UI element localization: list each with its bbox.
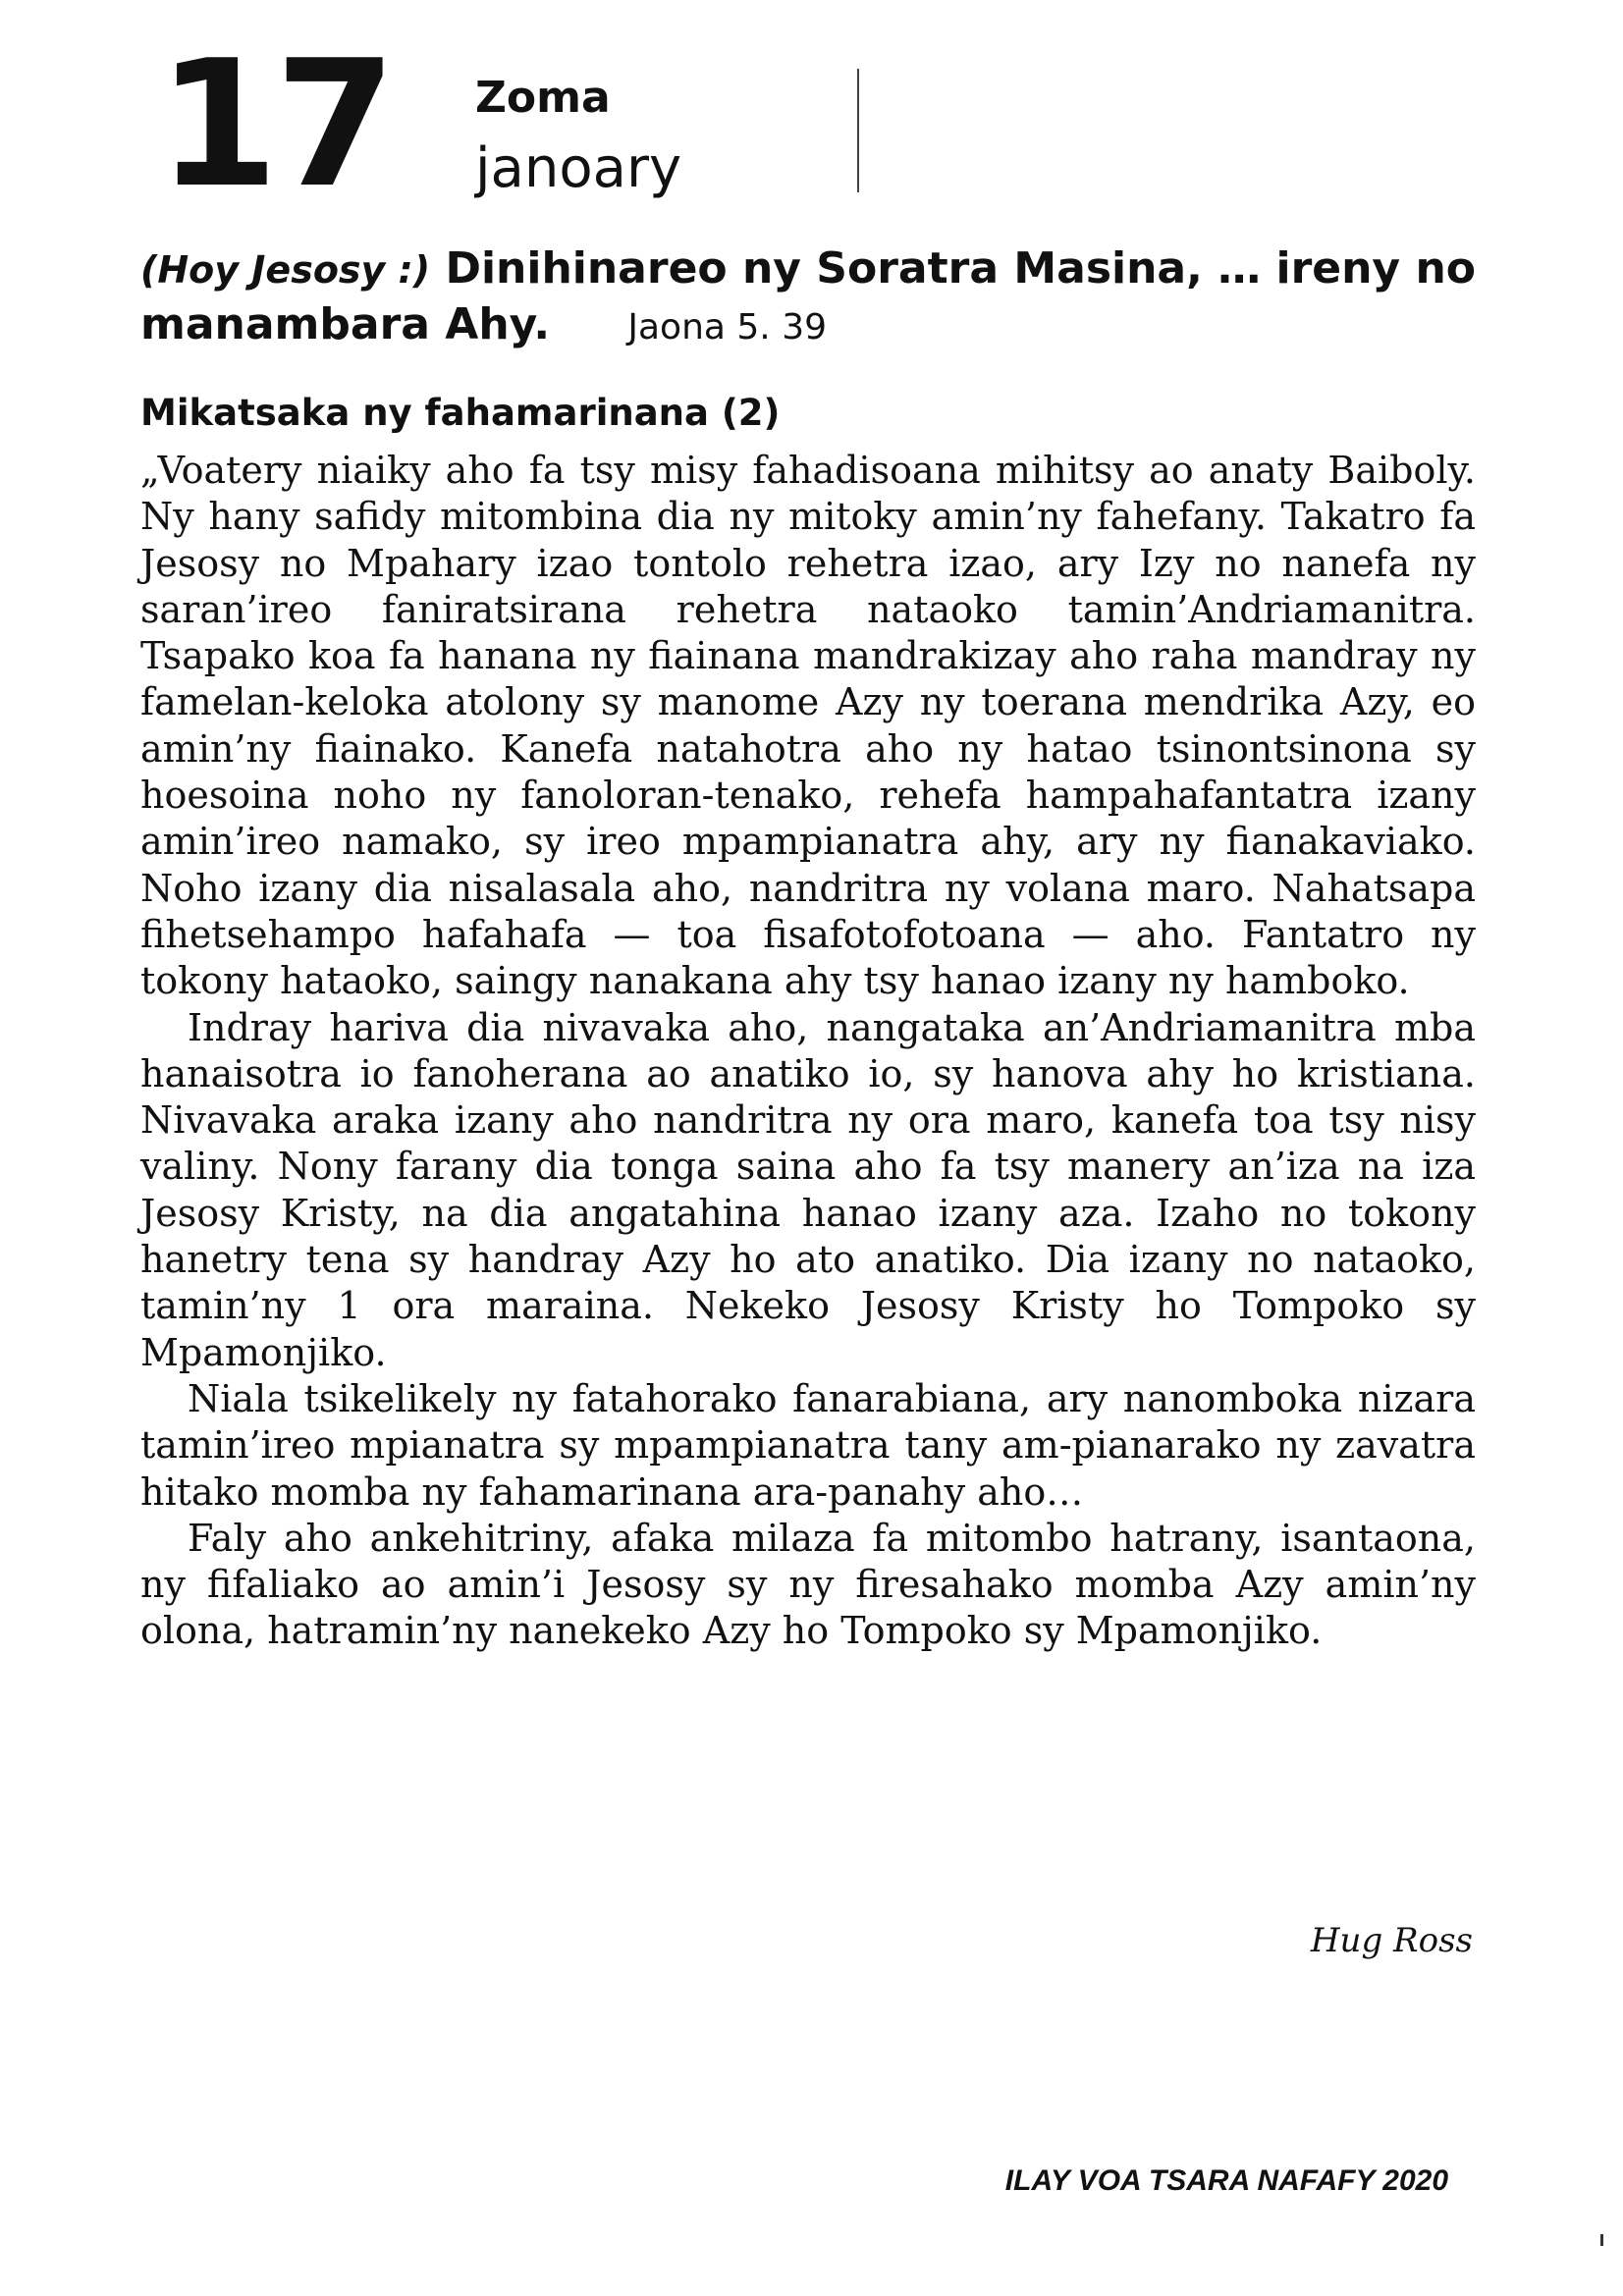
verse-text: Dinihinareo ny Soratra Masina, … ireny no manambara Ahy. bbox=[140, 243, 1476, 349]
weekday-label: Zoma bbox=[475, 73, 611, 123]
article-paragraph: Indray hariva dia nivavaka aho, nangataka an’Andriamanitra mba hanaisotra io fanoherana ao anatiko io, sy hanova ahy ho kristiana. Nivavaka araka izany aho nandritra ny ora maro, kanefa toa tsy nisy valiny. Nony farany dia tonga saina aho fa tsy manery an’iza na iza Jesosy Kristy, na dia angatahina hanao izany aza. Izaho no tokony hanetry tena sy handray Azy ho ato anatiko. Dia izany no nataoko, tamin’ny 1 ora maraina. Nekeko Jesosy Kristy ho Tompoko sy Mpamonjiko. bbox=[140, 1005, 1476, 1374]
header-divider bbox=[857, 69, 859, 192]
article-paragraph: Niala tsikelikely ny fatahorako fanarabiana, ary nanomboka nizara tamin’ireo mpianatra sy mpampianatra tany am-pianarako ny zavatra hitako momba ny fahamarinana ara-panahy aho… bbox=[140, 1376, 1476, 1514]
article-paragraph: Faly aho ankehitriny, afaka milaza fa mitombo hatrany, isantaona, ny fifaliako ao amin’i Jesosy sy ny firesahako momba Azy amin’ny olona, hatramin’ny nanekeko Azy ho Tompoko sy Mpamonjiko. bbox=[140, 1516, 1476, 1653]
author-signature: Hug Ross bbox=[1310, 1921, 1473, 1960]
month-label: janoary bbox=[475, 136, 682, 200]
page-edge-mark bbox=[1600, 2234, 1603, 2246]
day-number: 17 bbox=[157, 23, 393, 226]
verse-lead: (Hoy Jesosy :) bbox=[140, 248, 431, 292]
daily-verse bbox=[140, 241, 1476, 355]
article-title: Mikatsaka ny fahamarinana (2) bbox=[140, 392, 781, 434]
article-paragraph: „Voatery niaiky aho fa tsy misy fahadisoana mihitsy ao anaty Baiboly. Ny hany safidy mitombina dia ny mitoky amin’ny fahefany. Takatro fa Jesosy no Mpahary izao tontolo rehetra izao, ary Izy no nanefa ny saran’ireo faniratsirana rehetra nataoko tamin’Andriamanitra. Tsapako koa fa hanana ny fiainana mandrakizay aho raha mandray ny famelan-keloka atolony sy manome Azy ny toerana mendrika Azy, eo amin’ny fiainako. Kanefa natahotra aho ny hatao tsinontsinona sy hoesoina noho ny fanoloran-tenako, rehefa hampahafantatra izany amin’ireo namako, sy ireo mpampianatra ahy, ary ny fianakaviako. Noho izany dia nisalasala aho, nandritra ny volana maro. Nahatsapa fihetsehampo hafahafa — toa fisafotofotoana — aho. Fantatro ny tokony hataoko, saingy nanakana ahy tsy hanao izany ny hamboko. bbox=[140, 449, 1476, 1003]
publication-footer: ILAY VOA TSARA NAFAFY 2020 bbox=[1004, 2164, 1448, 2197]
verse-reference: Jaona 5. 39 bbox=[627, 307, 827, 347]
article-body bbox=[140, 448, 1476, 1655]
